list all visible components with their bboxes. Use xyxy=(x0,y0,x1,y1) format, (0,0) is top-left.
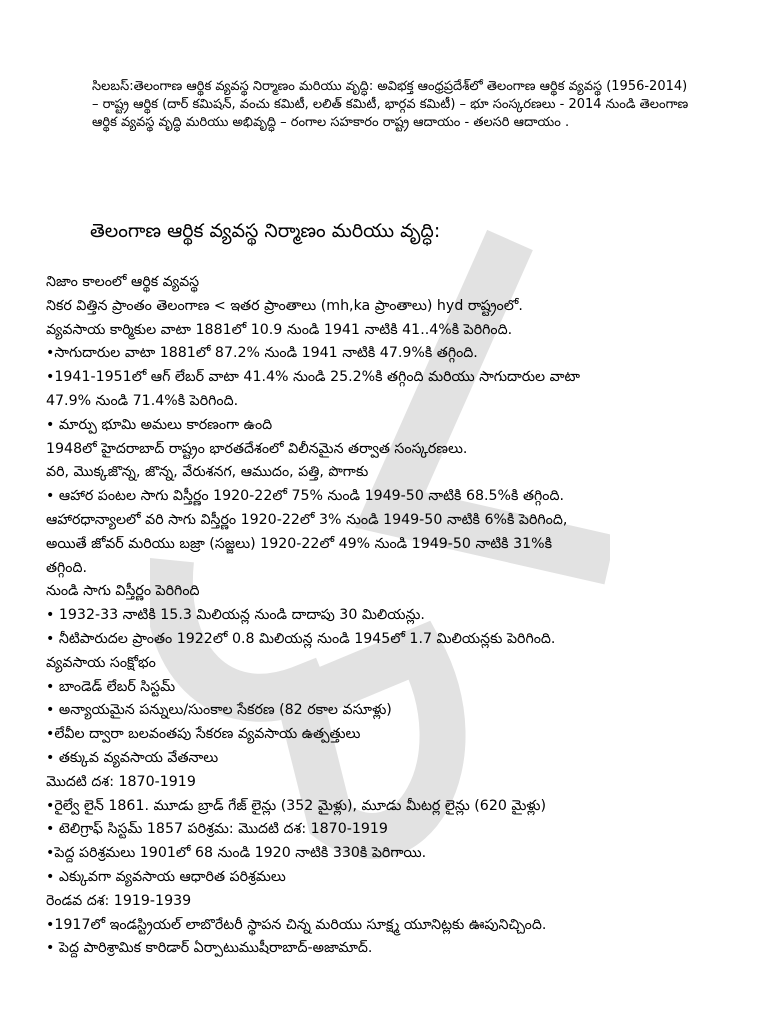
text-line: • తక్కువ వ్యవసాయ వేతనాలు xyxy=(46,749,219,766)
text-line: • ఆహార పంటల సాగు విస్తీర్ణం 1920-22లో 75% నుండి 1949-50 నాటికి 68.5%కి తగ్గింది. xyxy=(46,488,564,505)
text-line: • పెద్ద పారిశ్రామిక కారిడార్ ఏర్పాటుముషీరాబాద్-అజామాద్. xyxy=(46,940,373,957)
text-line: నికర విత్తిన ప్రాంతం తెలంగాణ < ఇతర ప్రాంతాలు (mh,ka ప్రాంతాలు) hyd రాష్ట్రంలో. xyxy=(46,297,523,314)
text-line: •రైల్వే లైన్ 1861. మూడు బ్రాడ్ గేజ్ లైన్లు (352 మైళ్లు), మూడు మీటర్ల లైన్లు (620 మైళ్లు) xyxy=(46,797,547,814)
text-line: అయితే జోవర్ మరియు బజ్రా (సజ్జలు) 1920-22లో 49% నుండి 1949-50 నాటికి 31%కి xyxy=(46,535,553,552)
text-line: •1917లో ఇండస్ట్రియల్ లాబొరేటరీ స్థాపన చిన్న మరియు సూక్ష్మ యూనిట్లకు ఊపునిచ్చింది. xyxy=(46,916,547,933)
text-line: ఆహారధాన్యాలలో వరి సాగు విస్తీర్ణం 1920-22లో 3% నుండి 1949-50 నాటికి 6%కి పెరిగింది, xyxy=(46,511,568,528)
text-line: •1941-1951లో ఆగ్ లేబర్ వాటా 41.4% నుండి 25.2%కి తగ్గింది మరియు సాగుదారుల వాటా xyxy=(46,369,581,386)
text-line: • టెలిగ్రాఫ్ సిస్టమ్ 1857 పరిశ్రమ: మొదటి దశ: 1870-1919 xyxy=(46,821,388,838)
page-title: తెలంగాణ ఆర్థిక వ్యవస్థ నిర్మాణం మరియు వృద్ధి: xyxy=(90,220,441,242)
text-line: • బాండెడ్ లేబర్ సిస్టమ్ xyxy=(46,678,176,695)
text-line: నుండి సాగు విస్తీర్ణం పెరిగింది xyxy=(46,583,200,600)
text-line: • అన్యాయమైన పన్నులు/సుంకాల సేకరణ (82 రకాల వసూళ్లు) xyxy=(46,702,392,719)
notes-body xyxy=(46,271,736,961)
text-line: • ఎక్కువగా వ్యవసాయ ఆధారిత పరిశ్రమలు xyxy=(46,868,286,885)
text-line: మొదటి దశ: 1870-1919 xyxy=(46,773,196,790)
text-line: 47.9% నుండి 71.4%కి పెరిగింది. xyxy=(46,392,239,409)
text-line: నిజాం కాలంలో ఆర్థిక వ్యవస్థ xyxy=(46,274,200,290)
text-line: వ్యవసాయ కార్మికుల వాటా 1881లో 10.9 నుండి 1941 నాటికి 41..4%కి పెరిగింది. xyxy=(46,321,513,338)
text-line: తగ్గింది. xyxy=(46,559,88,576)
text-line: •లేవీల ద్వారా బలవంతపు సేకరణ వ్యవసాయ ఉత్పత్తులు xyxy=(46,726,361,743)
text-line: 1948లో హైదరాబాద్ రాష్ట్రం భారతదేశంలో విలీనమైన తర్వాత సంస్కరణలు. xyxy=(46,440,468,457)
text-line: •పెద్ద పరిశ్రమలు 1901లో 68 నుండి 1920 నాటికి 330కి పెరిగాయి. xyxy=(46,845,427,862)
text-line: •సాగుదారుల వాటా 1881లో 87.2% నుండి 1941 నాటికి 47.9%కి తగ్గింది. xyxy=(46,345,478,362)
text-line: వ్యవసాయ సంక్షోభం xyxy=(46,654,156,671)
syllabus-text: సిలబస్:తెలంగాణ ఆర్థిక వ్యవస్థ నిర్మాణం మరియు వృద్ధి: అవిభక్త ఆంధ్రప్రదేశ్‌లో తెలంగాణ ఆర్థిక వ్యవస్థ (1956-2014) – రాష్ట్ర ఆర్థిక (దార్ కమిషన్, వంచు కమిటీ, లలిత్ కమిటీ, భార్గవ కమిటీ) – భూ సంస్కరణలు - 2014 నుండి తెలంగాణ ఆర్థిక వ్యవస్థ వృద్ధి మరియు అభివృద్ధి – రంగాల సహకారం రాష్ట్ర ఆదాయం - తలసరి ఆదాయం . xyxy=(92,79,689,130)
text-line: • మార్పు భూమి అమలు కారణంగా ఉంది xyxy=(46,416,273,433)
text-line: రెండవ దశ: 1919-1939 xyxy=(46,892,192,909)
text-line: • 1932-33 నాటికి 15.3 మిలియన్ల నుండి దాదాపు 30 మిలియన్లు. xyxy=(46,607,425,624)
text-line: • నీటిపారుదల ప్రాంతం 1922లో 0.8 మిలియన్ల నుండి 1945లో 1.7 మిలియన్లకు పెరిగింది. xyxy=(46,630,556,647)
text-line: వరి, మొక్కజొన్న, జొన్న, వేరుశనగ, ఆముదం, పత్తి, పొగాకు xyxy=(46,464,369,481)
